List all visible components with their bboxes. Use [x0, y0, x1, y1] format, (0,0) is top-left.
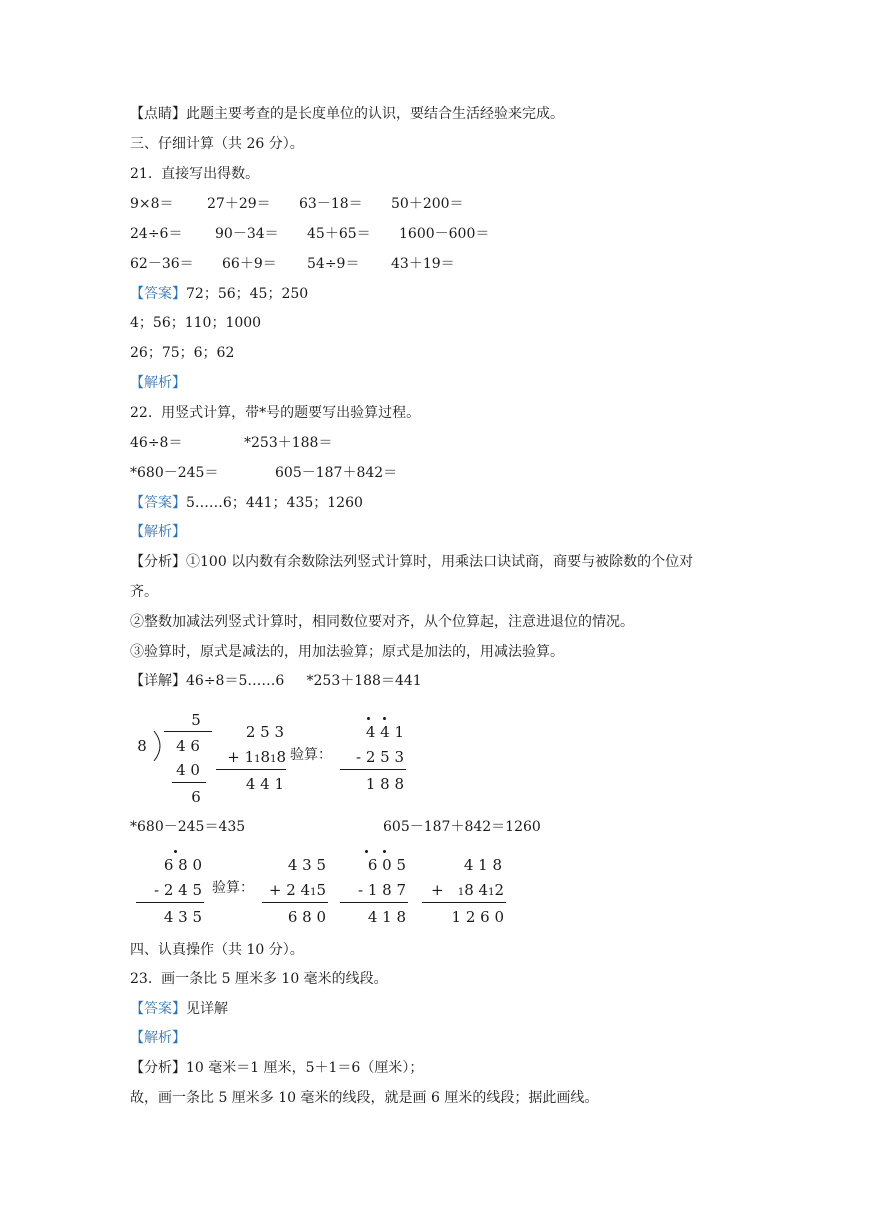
fenxi-tag: 【分析】	[130, 1060, 186, 1076]
q22-eq-4: 605－187＋842＝1260	[383, 819, 541, 835]
question-22: 22. 用竖式计算，带*号的题要写出验算过程。	[130, 405, 421, 421]
q21-r1-c3: 63－18＝	[299, 196, 363, 212]
borrow-dot	[365, 850, 368, 853]
yansuan-label-2: 验算：	[212, 880, 254, 896]
add2-carry-2: 1	[488, 887, 495, 898]
section-4-heading: 四、认真操作（共 10 分）。	[130, 942, 304, 958]
q22-xiangjie: 46÷8＝5……6 *253＋188＝441	[186, 673, 422, 689]
q21-r3-c2: 66＋9＝	[222, 256, 277, 272]
q22-fenxi-line-1	[130, 552, 693, 572]
q22-problem-3: *680－245＝	[130, 465, 219, 481]
xiangjie-tag: 【详解】	[130, 673, 186, 689]
sub1-result: 4 3 5	[163, 908, 202, 926]
chk2-line	[262, 902, 328, 903]
answer-tag: 【答案】	[130, 286, 186, 302]
plus-sign: +	[430, 881, 444, 899]
section-3-heading: 三、仔细计算（共 26 分）。	[130, 136, 304, 152]
add2-bottom	[420, 880, 504, 903]
sub2-result: 4 1 8	[367, 908, 406, 926]
q22-problem-1: 46÷8＝	[130, 435, 183, 451]
q21-r1-c2: 27＋29＝	[207, 196, 271, 212]
div-subtrahend: 4 0	[176, 761, 200, 779]
q23-conclusion: 故，画一条比 5 厘米多 10 毫米的线段，就是画 6 厘米的线段；据此画线。	[130, 1090, 599, 1106]
q23-jiexi-tag: 【解析】	[130, 1030, 186, 1046]
add2-result: 1 2 6 0	[451, 908, 504, 926]
q23-fenxi-line	[130, 1058, 423, 1078]
q21-jiexi-tag: 【解析】	[130, 375, 186, 391]
sub2-line	[340, 902, 408, 903]
borrow-dot	[367, 717, 370, 720]
chk2-carry: 1	[310, 887, 317, 898]
chk2-top: 4 3 5	[287, 856, 326, 874]
q22-fenxi-1: ①100 以内数有余数除法列竖式计算时，用乘法口诀试商，商要与被除数的个位对	[186, 554, 694, 570]
q21-r3-c4: 43＋19＝	[391, 256, 455, 272]
q21-r2-c4: 1600－600＝	[399, 226, 490, 242]
add2-digit-3: 2	[494, 881, 504, 899]
borrow-dot	[383, 850, 386, 853]
div-remainder: 6	[191, 788, 201, 806]
dianjing-line	[130, 104, 564, 124]
sub1-bottom: - 2 4 5	[153, 881, 202, 899]
add2-digit-1: 8	[464, 881, 474, 899]
q22-fenxi-line-3: ③验算时，原式是减法的，用加法验算；原式是加法的，用减法验算。	[130, 644, 564, 660]
q21-answer-line-2: 4；56；110；1000	[130, 315, 262, 331]
chk2-last-digit: 5	[316, 881, 326, 899]
fenxi-tag: 【分析】	[130, 554, 186, 570]
dianjing-tag: 【点睛】	[130, 106, 186, 122]
q21-r2-c3: 45＋65＝	[307, 226, 371, 242]
q23-answer-line	[130, 999, 228, 1019]
borrow-dot	[383, 717, 386, 720]
chk2-bottom-digits: + 2 4	[268, 881, 311, 899]
div-quotient: 5	[191, 711, 201, 729]
div-divisor: 8	[137, 737, 147, 755]
sub2-bottom: - 1 8 7	[357, 881, 406, 899]
q22-fenxi-line-2: ②整数加减法列竖式计算时，相同数位要对齐，从个位算起，注意进退位的情况。	[130, 614, 634, 630]
chk1-top: 4 4 1	[365, 723, 404, 741]
question-23: 23. 画一条比 5 厘米多 10 毫米的线段。	[130, 971, 388, 987]
q22-answer: 5……6；441；435；1260	[186, 495, 363, 511]
add2-carry-1: 1	[457, 887, 465, 898]
dianjing-text: 此题主要考查的是长度单位的认识，要结合生活经验来完成。	[186, 106, 564, 122]
q22-answer-line	[130, 493, 363, 513]
add2-line	[422, 902, 506, 903]
div-dividend: 4 6	[176, 737, 200, 755]
sub1-line	[136, 902, 204, 903]
borrow-dot	[174, 850, 177, 853]
q22-problem-4: 605－187＋842＝	[275, 465, 398, 481]
chk2-result: 6 8 0	[287, 908, 326, 926]
add1-digit-2: 8	[260, 748, 271, 766]
add2-top: 4 1 8	[463, 856, 502, 874]
q23-fenxi: 10 毫米＝1 厘米，5＋1＝6（厘米）；	[186, 1060, 424, 1076]
q22-fenxi-line-1b: 齐。	[130, 584, 158, 600]
chk2-bottom	[262, 880, 326, 903]
add1-digit-1: 1	[244, 748, 255, 766]
div-bracket	[152, 731, 166, 761]
q21-answer-1: 72；56；45；250	[186, 286, 309, 302]
q21-r1-c4: 50＋200＝	[391, 196, 464, 212]
q21-r3-c1: 62－36＝	[130, 256, 194, 272]
answer-tag: 【答案】	[130, 1001, 186, 1017]
add1-result: 4 4 1	[245, 775, 284, 793]
plus-sign: +	[227, 748, 240, 766]
sub1-top: 6 8 0	[163, 856, 202, 874]
answer-tag: 【答案】	[130, 495, 186, 511]
q22-xiangjie-line	[130, 671, 422, 691]
add1-line	[216, 769, 286, 770]
q23-answer: 见详解	[186, 1001, 228, 1017]
q21-answer-line-3: 26；75；6；62	[130, 345, 235, 361]
q21-answer-line-1	[130, 284, 308, 304]
div-top-line	[164, 731, 212, 732]
add1-bottom	[216, 747, 286, 770]
q21-r1-c1: 9×8＝	[130, 196, 174, 212]
q21-r3-c3: 54÷9＝	[307, 256, 360, 272]
div-bottom-line	[172, 782, 206, 783]
sub2-top: 6 0 5	[367, 856, 406, 874]
question-21: 21. 直接写出得数。	[130, 166, 260, 182]
add1-carry-2: 1	[270, 754, 277, 765]
q21-r2-c2: 90－34＝	[215, 226, 279, 242]
add1-digit-3: 8	[276, 748, 286, 766]
chk1-result: 1 8 8	[365, 775, 404, 793]
add1-top: 2 5 3	[245, 723, 284, 741]
q21-r2-c1: 24÷6＝	[130, 226, 183, 242]
add1-carry-1: 1	[254, 754, 261, 765]
q22-jiexi-tag: 【解析】	[130, 524, 186, 540]
chk1-bottom: - 2 5 3	[355, 748, 404, 766]
add2-digit-2: 4	[478, 881, 489, 899]
q22-problem-2: *253＋188＝	[244, 435, 333, 451]
chk1-line	[340, 769, 406, 770]
q22-eq-3: *680－245＝435	[130, 819, 246, 835]
yansuan-label-1: 验算：	[290, 747, 332, 763]
